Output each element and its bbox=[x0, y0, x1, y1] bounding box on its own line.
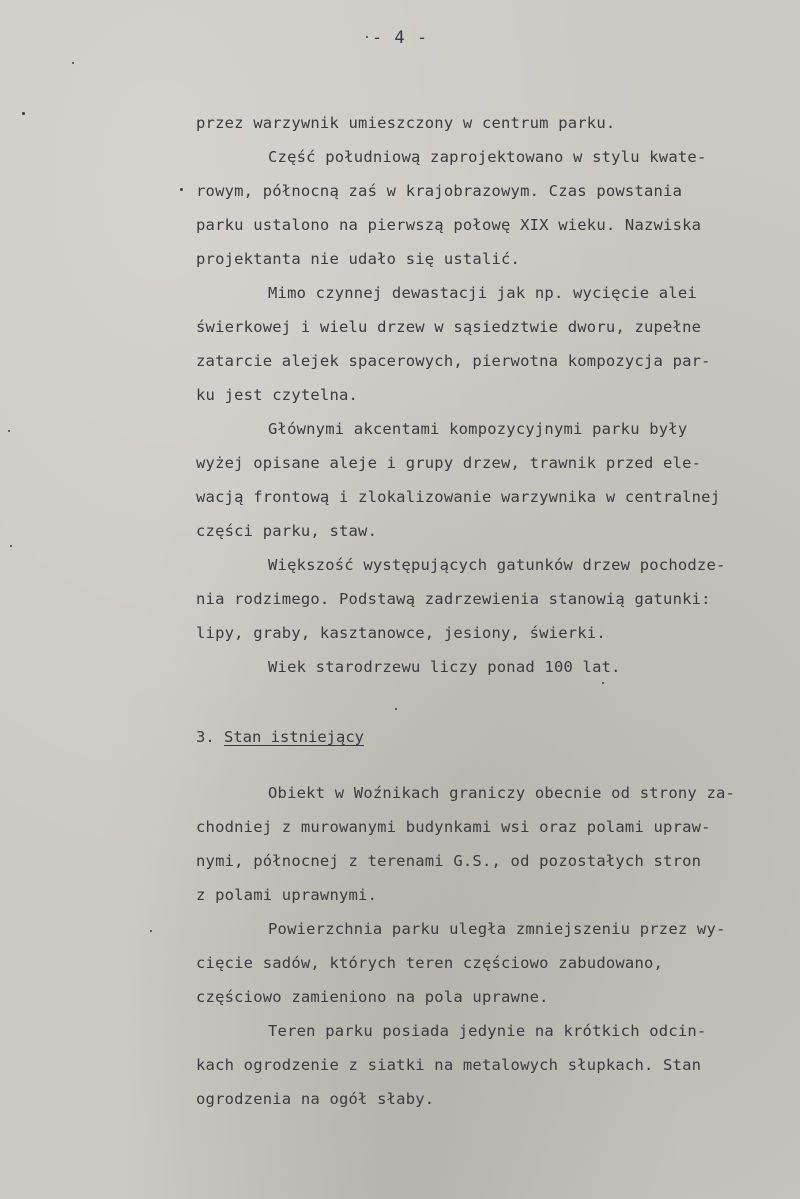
text-line: wacją frontową i zlokalizowanie warzywnika w centralnej bbox=[196, 488, 721, 506]
text-line: kach ogrodzenie z siatki na metalowych słupkach. Stan bbox=[196, 1056, 702, 1074]
paper-speck bbox=[10, 545, 12, 547]
text-line: częściowo zamieniono na pola uprawne. bbox=[196, 988, 549, 1006]
text-line: z polami uprawnymi. bbox=[196, 886, 378, 904]
section-heading bbox=[196, 722, 364, 752]
text-line: Głównymi akcentami kompozycyjnymi parku były bbox=[268, 420, 688, 438]
text-line: Powierzchnia parku uległa zmniejszeniu przez wy- bbox=[268, 920, 726, 938]
paper-speck bbox=[395, 708, 397, 710]
text-line: Obiekt w Woźnikach graniczy obecnie od strony za- bbox=[268, 784, 736, 802]
text-line: lipy, graby, kasztanowce, jesiony, świerki. bbox=[196, 624, 606, 642]
section-number: 3. bbox=[196, 728, 215, 746]
text-line: nymi, północnej z terenami G.S., od pozostałych stron bbox=[196, 852, 702, 870]
page-number: - 4 - bbox=[371, 28, 429, 48]
text-line: świerkowej i wielu drzew w sąsiedztwie dworu, zupełne bbox=[196, 318, 702, 336]
text-line: ogrodzenia na ogół słaby. bbox=[196, 1090, 435, 1108]
text-line: Wiek starodrzewu liczy ponad 100 lat. bbox=[268, 658, 621, 676]
paper-speck bbox=[8, 430, 10, 432]
text-line: przez warzywnik umieszczony w centrum parku. bbox=[196, 114, 616, 132]
paper-speck bbox=[150, 930, 152, 932]
text-line: parku ustalono na pierwszą połowę XIX wieku. Nazwiska bbox=[196, 216, 702, 234]
text-line: zatarcie alejek spacerowych, pierwotna kompozycja par- bbox=[196, 352, 711, 370]
text-line: Część południową zaprojektowano w stylu kwate- bbox=[268, 148, 707, 166]
paper-speck bbox=[72, 62, 74, 64]
section-title: Stan istniejący bbox=[224, 728, 364, 746]
text-line: projektanta nie udało się ustalić. bbox=[196, 250, 521, 268]
text-line: Mimo czynnej dewastacji jak np. wycięcie alei bbox=[268, 284, 697, 302]
text-line: Większość występujących gatunków drzew pochodze- bbox=[268, 556, 726, 574]
text-line: Teren parku posiada jedynie na krótkich odcin- bbox=[268, 1022, 707, 1040]
section-body-lower bbox=[196, 776, 776, 1116]
text-line: części parku, staw. bbox=[196, 522, 378, 540]
text-line: rowym, północną zaś w krajobrazowym. Czas powstania bbox=[196, 182, 683, 200]
text-line: nia rodzimego. Podstawą zadrzewienia stanowią gatunki: bbox=[196, 590, 711, 608]
section-body-upper bbox=[196, 106, 776, 684]
text-line: ku jest czytelna. bbox=[196, 386, 359, 404]
paper-speck bbox=[22, 112, 25, 115]
paper-speck bbox=[180, 188, 183, 191]
text-line: chodniej z murowanymi budynkami wsi oraz polami upraw- bbox=[196, 818, 711, 836]
text-line: cięcie sadów, których teren częściowo zabudowano, bbox=[196, 954, 664, 972]
text-line: wyżej opisane aleje i grupy drzew, trawnik przed ele- bbox=[196, 454, 702, 472]
